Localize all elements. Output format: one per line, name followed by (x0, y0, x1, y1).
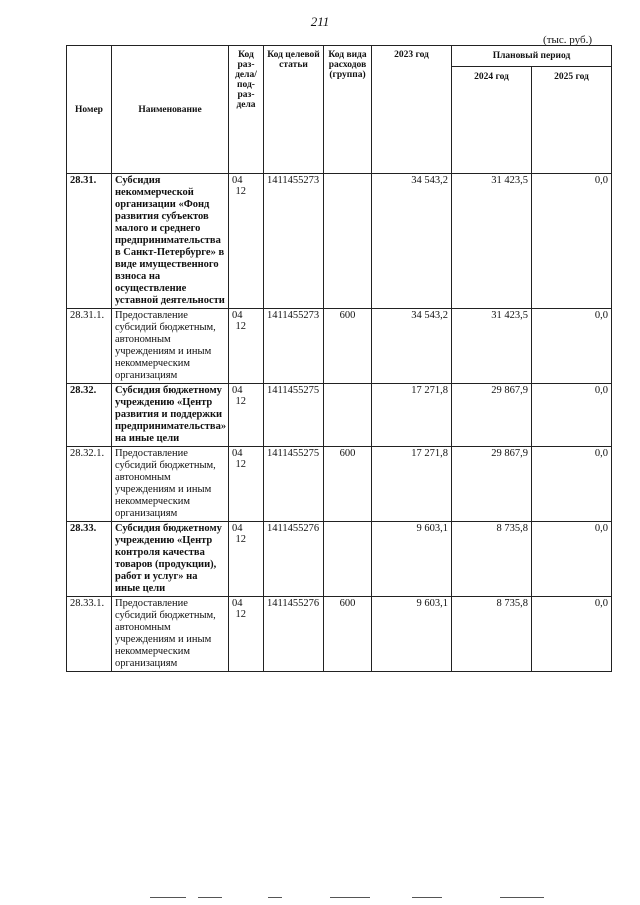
row-2024: 29 867,9 (452, 447, 532, 522)
row-target: 1411455273 (264, 309, 324, 384)
row-number: 28.31. (67, 174, 112, 309)
row-2023: 17 271,8 (372, 447, 452, 522)
section-code: 04 (232, 598, 243, 609)
units-label: (тыс. руб.) (543, 34, 592, 46)
row-2024: 8 735,8 (452, 597, 532, 672)
row-2024: 31 423,5 (452, 309, 532, 384)
row-target: 1411455273 (264, 174, 324, 309)
row-name: Субсидия бюджетному учреждению «Центр контроля качества товаров (продукции), работ и услуг» на иные цели (112, 522, 229, 597)
row-2023: 9 603,1 (372, 597, 452, 672)
row-section (229, 309, 264, 384)
row-number: 28.33.1. (67, 597, 112, 672)
header-name: Наименование (112, 46, 229, 174)
row-expense-type (324, 522, 372, 597)
row-2024: 29 867,9 (452, 384, 532, 447)
row-2025: 0,0 (532, 522, 612, 597)
row-section (229, 384, 264, 447)
row-2025: 0,0 (532, 309, 612, 384)
row-section (229, 597, 264, 672)
row-2024: 8 735,8 (452, 522, 532, 597)
table-row (67, 174, 612, 309)
row-number: 28.32.1. (67, 447, 112, 522)
row-section (229, 174, 264, 309)
row-name: Субсидия некоммерческой организации «Фонд развития субъектов малого и среднего предпринимательства в Санкт-Петербурге» в виде имущественного взноса на осуществление уставной деятельности (112, 174, 229, 309)
row-section (229, 447, 264, 522)
scan-mark (500, 897, 544, 898)
header-planned-period: Плановый период (452, 46, 612, 67)
row-name: Субсидия бюджетному учреждению «Центр развития и поддержки предпринимательства» на иные цели (112, 384, 229, 447)
row-section (229, 522, 264, 597)
row-number: 28.31.1. (67, 309, 112, 384)
subsection-code: 12 (235, 321, 246, 332)
section-code: 04 (232, 175, 243, 186)
subsection-code: 12 (235, 186, 246, 197)
row-name: Предоставление субсидий бюджетным, автономным учреждениям и иным некоммерческим организациям (112, 447, 229, 522)
row-expense-type (324, 384, 372, 447)
header-2023: 2023 год (372, 46, 452, 174)
row-target: 1411455275 (264, 447, 324, 522)
row-target: 1411455275 (264, 384, 324, 447)
row-2025: 0,0 (532, 384, 612, 447)
header-2024: 2024 год (452, 67, 532, 174)
row-2024: 31 423,5 (452, 174, 532, 309)
scan-mark (150, 897, 186, 898)
row-2023: 9 603,1 (372, 522, 452, 597)
row-name: Предоставление субсидий бюджетным, автономным учреждениям и иным некоммерческим организациям (112, 597, 229, 672)
header-target: Код целевой статьи (264, 46, 324, 174)
row-2025: 0,0 (532, 447, 612, 522)
row-2023: 34 543,2 (372, 309, 452, 384)
row-2025: 0,0 (532, 174, 612, 309)
section-code: 04 (232, 448, 243, 459)
section-code: 04 (232, 385, 243, 396)
scan-mark (198, 897, 222, 898)
row-expense-type: 600 (324, 309, 372, 384)
header-number: Номер (67, 46, 112, 174)
row-name: Предоставление субсидий бюджетным, автономным учреждениям и иным некоммерческим организациям (112, 309, 229, 384)
row-target: 1411455276 (264, 597, 324, 672)
subsection-code: 12 (235, 459, 246, 470)
subsection-code: 12 (235, 609, 246, 620)
section-code: 04 (232, 310, 243, 321)
page-number: 211 (310, 14, 330, 29)
row-expense-type: 600 (324, 447, 372, 522)
row-expense-type: 600 (324, 597, 372, 672)
subsection-code: 12 (235, 396, 246, 407)
row-target: 1411455276 (264, 522, 324, 597)
header-section: Код раз-дела/ под-раз-дела (229, 46, 264, 174)
section-code: 04 (232, 523, 243, 534)
footer-scan-marks (0, 893, 640, 901)
table-row (67, 447, 612, 522)
scan-mark (268, 897, 282, 898)
table-row (67, 309, 612, 384)
subsection-code: 12 (235, 534, 246, 545)
row-number: 28.32. (67, 384, 112, 447)
scan-mark (330, 897, 370, 898)
row-number: 28.33. (67, 522, 112, 597)
table-row (67, 384, 612, 447)
row-2023: 17 271,8 (372, 384, 452, 447)
scan-mark (412, 897, 442, 898)
header-expense-type: Код вида расходов (группа) (324, 46, 372, 174)
row-2025: 0,0 (532, 597, 612, 672)
header-2025: 2025 год (532, 67, 612, 174)
budget-table (66, 45, 612, 672)
table-row (67, 597, 612, 672)
row-expense-type (324, 174, 372, 309)
row-2023: 34 543,2 (372, 174, 452, 309)
table-row (67, 522, 612, 597)
